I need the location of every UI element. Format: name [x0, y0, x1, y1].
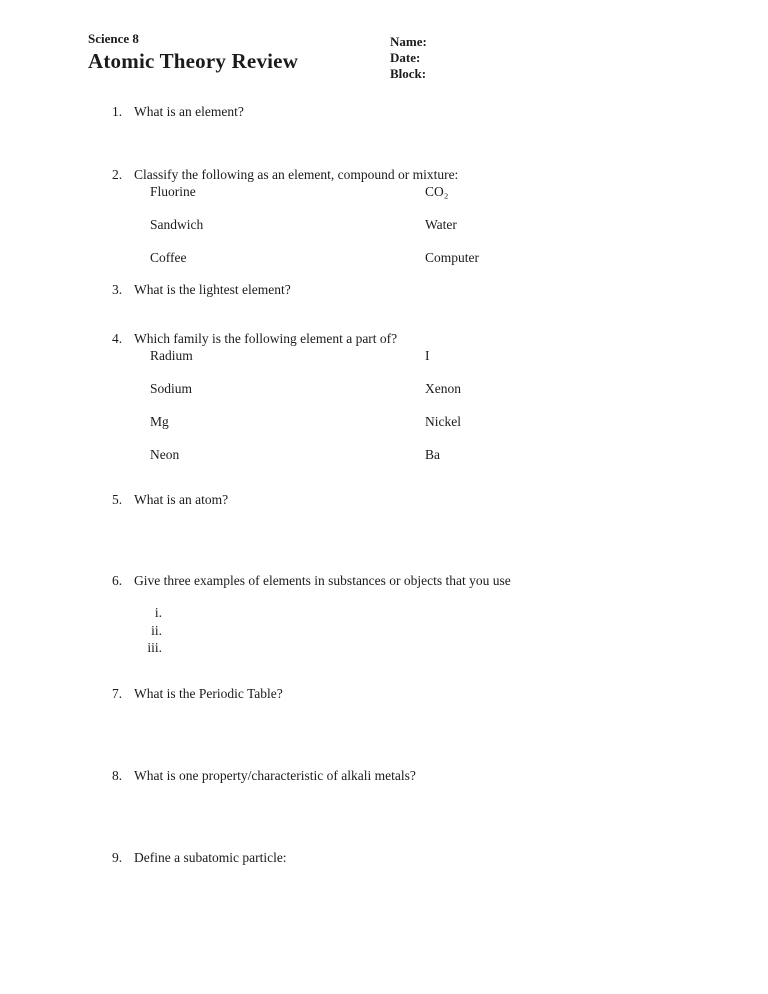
question-6 — [112, 572, 708, 657]
list-item — [150, 249, 708, 266]
student-info-fields — [390, 34, 427, 82]
question-5 — [112, 491, 708, 508]
question-1 — [112, 103, 708, 120]
item-left: Sodium — [150, 381, 193, 396]
question-7 — [112, 685, 708, 702]
question-9 — [112, 849, 708, 866]
list-item — [150, 380, 708, 397]
item-right: Water — [425, 217, 457, 232]
list-item — [150, 183, 708, 200]
list-item — [150, 413, 708, 430]
question-number: 3. — [112, 282, 123, 297]
question-4 — [112, 330, 708, 463]
list-item: ii. — [151, 622, 162, 638]
item-left: Fluorine — [150, 184, 196, 199]
item-left: Sandwich — [150, 217, 204, 232]
question-text: What is an atom? — [134, 492, 229, 507]
question-list — [112, 103, 708, 866]
item-left: Radium — [150, 348, 193, 363]
element-family-items — [112, 347, 708, 463]
list-item — [150, 216, 708, 233]
question-text: Define a subatomic particle: — [134, 849, 287, 865]
list-item: i. — [154, 605, 162, 620]
question-8 — [112, 767, 708, 784]
question-number: 2. — [112, 167, 123, 182]
question-number: 4. — [112, 331, 123, 346]
question-2 — [112, 166, 708, 266]
item-left: Mg — [150, 414, 169, 429]
item-left: Neon — [150, 447, 180, 462]
question-text: What is an element? — [134, 104, 244, 119]
question-number: 5. — [112, 492, 123, 507]
block-field-label: Block: — [390, 66, 427, 81]
roman-numeral-list — [112, 604, 708, 657]
list-item — [150, 446, 708, 463]
page-title: Atomic Theory Review — [88, 49, 299, 73]
course-label: Science 8 — [88, 31, 139, 46]
item-right: Nickel — [425, 414, 461, 429]
question-number: 1. — [112, 104, 123, 119]
item-right: Ba — [425, 447, 440, 462]
question-number: 8. — [112, 767, 123, 783]
question-number: 7. — [112, 685, 123, 701]
item-right: Xenon — [425, 381, 461, 396]
worksheet-header — [88, 30, 708, 81]
question-text: What is one property/characteristic of alkali metals? — [134, 767, 416, 783]
classification-items — [112, 183, 708, 266]
question-number: 9. — [112, 849, 123, 865]
item-right: Computer — [425, 250, 479, 265]
question-text: What is the lightest element? — [134, 282, 291, 297]
item-left: Coffee — [150, 250, 187, 265]
question-text: Which family is the following element a part of? — [134, 331, 398, 346]
list-item: iii. — [147, 640, 162, 655]
item-right: I — [425, 348, 430, 363]
date-field-label: Date: — [390, 50, 421, 65]
name-field-label: Name: — [390, 34, 427, 49]
item-right: CO₂ — [425, 184, 449, 199]
question-number: 6. — [112, 573, 123, 588]
question-text: What is the Periodic Table? — [134, 685, 283, 701]
list-item — [150, 347, 708, 364]
question-3 — [112, 281, 708, 298]
question-text: Give three examples of elements in substances or objects that you use — [134, 573, 511, 588]
question-text: Classify the following as an element, compound or mixture: — [134, 167, 459, 182]
